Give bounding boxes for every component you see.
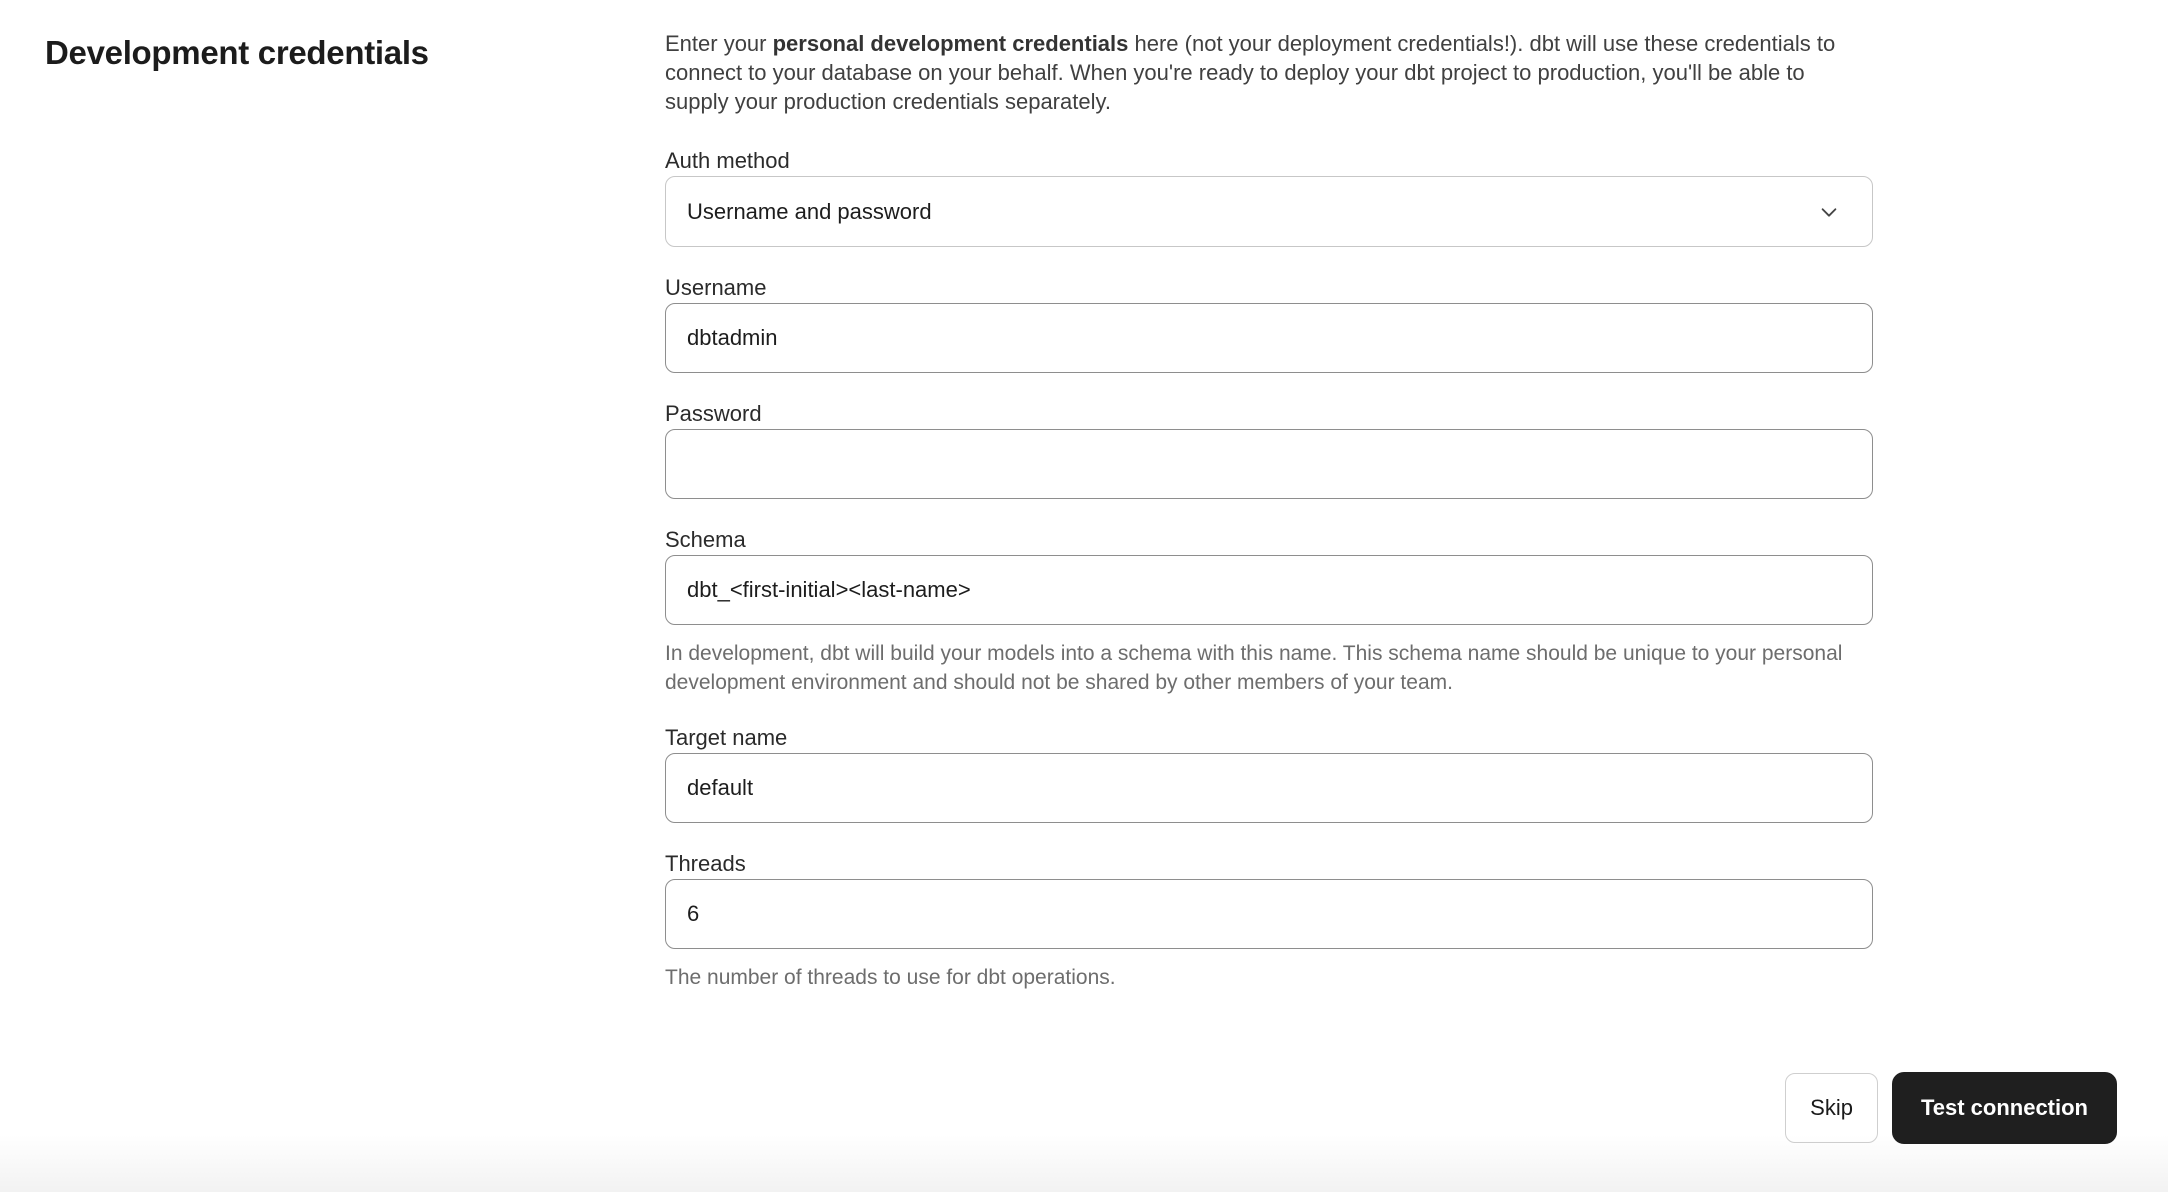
auth-method-value: Username and password	[687, 198, 932, 224]
username-group	[665, 275, 1873, 373]
username-label: Username	[665, 275, 767, 300]
page-title: Development credentials	[45, 34, 429, 71]
footer-actions	[1785, 1072, 2117, 1144]
username-input[interactable]	[665, 303, 1873, 373]
chevron-down-icon	[1818, 201, 1840, 223]
threads-group	[665, 851, 1873, 992]
schema-input[interactable]	[665, 555, 1873, 625]
target-name-label: Target name	[665, 725, 788, 750]
threads-helper-text: The number of threads to use for dbt operations.	[665, 966, 1116, 989]
test-connection-button[interactable]: Test connection	[1892, 1072, 2117, 1144]
target-name-group	[665, 725, 1873, 823]
schema-group	[665, 527, 1873, 697]
target-name-input[interactable]	[665, 753, 1873, 823]
threads-label: Threads	[665, 851, 746, 876]
schema-helper-text: In development, dbt will build your models into a schema with this name. This schema name should be unique to your personal development environment and should not be shared by other members of your team.	[665, 642, 1843, 694]
intro-bold: personal development credentials	[772, 31, 1129, 56]
auth-method-select[interactable]	[665, 176, 1873, 247]
credentials-form	[665, 29, 1873, 1020]
password-group	[665, 401, 1873, 499]
intro-pre: Enter your	[665, 31, 773, 56]
intro-text	[665, 29, 1873, 116]
intro-post: here (not your deployment credentials!). dbt will use these credentials to connect to your database on your behalf. When you're ready to deploy your dbt project to production, you'll be able to supply your production credentials separately.	[665, 31, 1836, 114]
skip-button[interactable]: Skip	[1785, 1073, 1878, 1143]
threads-input[interactable]	[665, 879, 1873, 949]
auth-method-label: Auth method	[665, 148, 790, 173]
password-label: Password	[665, 401, 762, 426]
password-input[interactable]	[665, 429, 1873, 499]
auth-method-group	[665, 148, 1873, 247]
schema-label: Schema	[665, 527, 746, 552]
